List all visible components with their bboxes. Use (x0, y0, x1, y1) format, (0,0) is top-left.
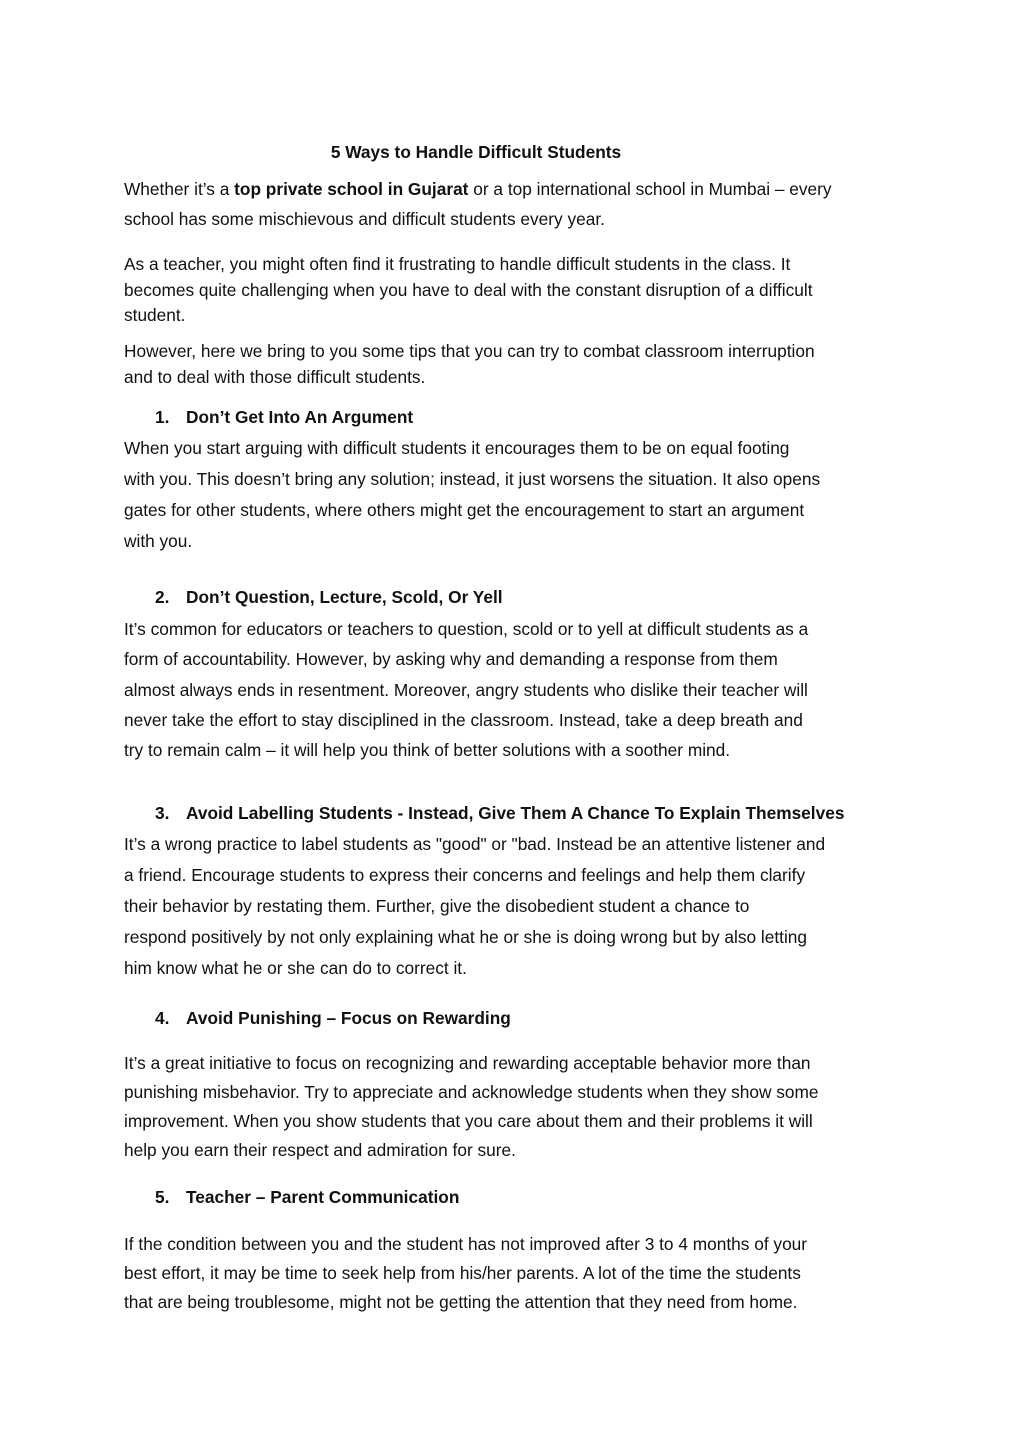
section-line: that are being troublesome, might not be getting the attention that they need from home. (124, 1292, 798, 1312)
section-line: It’s a great initiative to focus on recognizing and rewarding acceptable behavior more than (124, 1053, 811, 1073)
section-line: It’s common for educators or teachers to question, scold or to yell at difficult students as a (124, 619, 809, 639)
section-number: 2. (155, 587, 170, 607)
section-line: form of accountability. However, by asking why and demanding a response from them (124, 649, 778, 669)
paragraph-line: becomes quite challenging when you have to deal with the constant disruption of a difficult (124, 280, 813, 300)
section-line: a friend. Encourage students to express their concerns and feelings and help them clarify (124, 865, 806, 885)
paragraph-line: student. (124, 305, 186, 325)
document-title: 5 Ways to Handle Difficult Students (330, 142, 622, 162)
section-line: If the condition between you and the student has not improved after 3 to 4 months of your (124, 1234, 808, 1254)
section-title: Don’t Question, Lecture, Scold, Or Yell (186, 587, 503, 607)
section-title: Don’t Get Into An Argument (186, 407, 414, 427)
section-heading (155, 1008, 511, 1029)
section-title: Teacher – Parent Communication (186, 1187, 460, 1207)
intro-bold-text: top private school in Gujarat (234, 179, 469, 199)
section-number: 3. (155, 803, 170, 823)
section-line: with you. This doesn’t bring any solution; instead, it just worsens the situation. It also opens (124, 469, 821, 489)
intro-text: Whether it’s a (124, 179, 235, 199)
section-number: 1. (155, 407, 170, 427)
section-line: help you earn their respect and admiration for sure. (124, 1140, 516, 1160)
paragraph-line: However, here we bring to you some tips that you can try to combat classroom interruption (124, 341, 815, 361)
section-heading (155, 407, 413, 428)
section-line: best effort, it may be time to seek help from his/her parents. A lot of the time the students (124, 1263, 801, 1283)
section-title: Avoid Labelling Students - Instead, Give Them A Chance To Explain Themselves (186, 803, 845, 823)
section-line: try to remain calm – it will help you think of better solutions with a soother mind. (124, 740, 731, 760)
section-heading (155, 1187, 459, 1208)
section-heading (155, 803, 844, 824)
intro-text: or a top international school in Mumbai – every (468, 179, 832, 199)
section-title: Avoid Punishing – Focus on Rewarding (186, 1008, 511, 1028)
section-heading (155, 587, 503, 608)
section-line: It’s a wrong practice to label students as "good" or "bad. Instead be an attentive listener and (124, 834, 826, 854)
intro-paragraph-line (124, 179, 832, 200)
paragraph-line: and to deal with those difficult students. (124, 367, 426, 387)
paragraph-line: As a teacher, you might often find it frustrating to handle difficult students in the class. It (124, 254, 791, 274)
section-line: gates for other students, where others might get the encouragement to start an argument (124, 500, 805, 520)
section-line: never take the effort to stay disciplined in the classroom. Instead, take a deep breath and (124, 710, 803, 730)
section-line: almost always ends in resentment. Moreover, angry students who dislike their teacher will (124, 680, 808, 700)
section-line: with you. (124, 531, 193, 551)
section-number: 5. (155, 1187, 170, 1207)
section-line: him know what he or she can do to correct it. (124, 958, 467, 978)
section-number: 4. (155, 1008, 170, 1028)
intro-paragraph-line: school has some mischievous and difficult students every year. (124, 209, 605, 229)
section-line: improvement. When you show students that you care about them and their problems it will (124, 1111, 813, 1131)
section-line: respond positively by not only explaining what he or she is doing wrong but by also letting (124, 927, 808, 947)
section-line: their behavior by restating them. Further, give the disobedient student a chance to (124, 896, 750, 916)
section-line: punishing misbehavior. Try to appreciate and acknowledge students when they show some (124, 1082, 819, 1102)
section-line: When you start arguing with difficult students it encourages them to be on equal footing (124, 438, 790, 458)
